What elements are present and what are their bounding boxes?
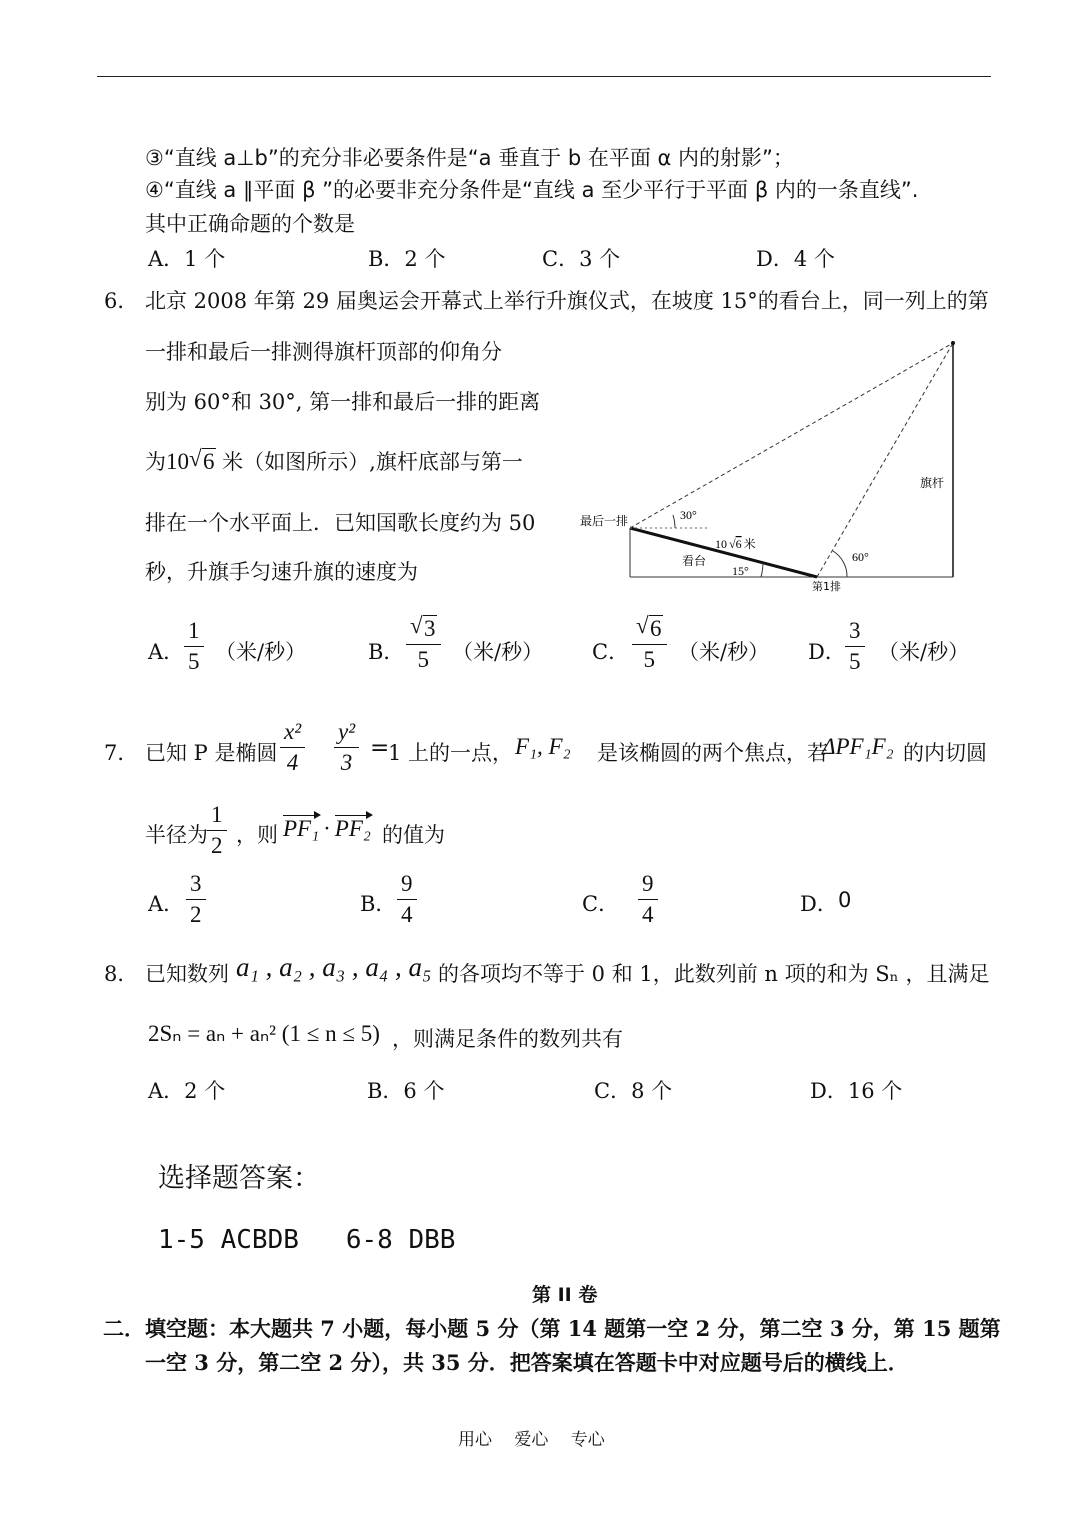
q5-option-b: B．2 个 bbox=[368, 247, 446, 271]
q6-line-4: 为10 √ 6 米（如图所示）,旗杆底部与第一 bbox=[145, 446, 523, 474]
q7-foci: F₁, F₂ bbox=[515, 734, 571, 759]
q6-option-d-letter: D． bbox=[808, 640, 846, 664]
q6-option-d-unit: （米/秒） bbox=[878, 640, 970, 664]
answers-heading: 选择题答案： bbox=[158, 1163, 320, 1194]
q7-option-d-letter: D． bbox=[800, 892, 838, 916]
q5-option-c: C．3 个 bbox=[542, 247, 621, 271]
q5-stem: 其中正确命题的个数是 bbox=[145, 212, 355, 236]
header-rule bbox=[97, 76, 991, 77]
label-first-row: 第1排 bbox=[812, 580, 841, 593]
q8-post: 的各项均不等于 0 和 1，此数列前 n 项的和为 Sₙ ，且满足 bbox=[438, 962, 990, 986]
arc-15 bbox=[761, 563, 763, 577]
q6-option-a-letter: A． bbox=[148, 640, 185, 664]
q6-option-a-frac: $\frac{1}{5}$ bbox=[184, 616, 204, 677]
label-angle-60: 60° bbox=[852, 550, 869, 564]
q6-line-3: 别为 60°和 30°, 第一排和最后一排的距离 bbox=[145, 390, 541, 414]
q7-option-d-value: 0 bbox=[838, 888, 852, 912]
q7-triangle: ΔPF₁F₂ bbox=[822, 734, 894, 759]
vector-pf1: PF₁ bbox=[283, 816, 320, 841]
q6-option-c-letter: C． bbox=[592, 640, 630, 664]
q7-vectors: PF₁ · PF₂ bbox=[283, 816, 371, 841]
q6-option-b-frac: √ 3 5 bbox=[406, 614, 441, 675]
footer-slogan: 用心 爱心 专心 bbox=[458, 1430, 605, 1450]
q6-option-b-letter: B． bbox=[368, 640, 405, 664]
q8-option-b: B．6 个 bbox=[367, 1079, 445, 1103]
q6-option-d-frac: $\frac{3}{5}$ bbox=[845, 616, 865, 677]
flagpole-top bbox=[951, 341, 955, 345]
q7-option-b-frac: $\frac{9}{4}$ bbox=[397, 869, 417, 930]
q6-number: 6． bbox=[104, 289, 139, 313]
q5-item-3: ③“直线 a⊥b”的充分非必要条件是“a 垂直于 b 在平面 α 内的射影”； bbox=[145, 146, 794, 170]
label-angle-15: 15° bbox=[732, 564, 749, 578]
sightline-30 bbox=[630, 343, 953, 528]
q5-item-4: ④“直线 a ∥平面 β ”的必要非充分条件是“直线 a 至少平行于平面 β 内的一条直线”. bbox=[145, 178, 919, 202]
q6-option-b-unit: （米/秒） bbox=[452, 640, 544, 664]
q7-pre: 已知 P 是椭圆 bbox=[145, 741, 278, 765]
label-flagpole: 旗杆 bbox=[920, 476, 945, 490]
q7-equals-glyph: = bbox=[370, 735, 390, 761]
answers-content: 1-5 ACBDB 6-8 DBB bbox=[158, 1225, 456, 1255]
q7-mid: 是该椭圆的两个焦点，若 bbox=[597, 741, 828, 765]
q8-option-d: D．16 个 bbox=[810, 1079, 903, 1103]
part2-title: 第 II 卷 bbox=[532, 1284, 598, 1306]
q8-number: 8． bbox=[104, 962, 139, 986]
q7-option-c-letter: C． bbox=[582, 892, 620, 916]
q6-option-c-frac: √ 6 5 bbox=[632, 614, 667, 675]
q7-frac-y: $\frac{\text{y²}}{3}$ bbox=[334, 717, 359, 778]
q7-number: 7． bbox=[104, 741, 139, 765]
q6-option-a-unit: （米/秒） bbox=[215, 640, 307, 664]
part2-number: 二． bbox=[103, 1316, 145, 1341]
sightline-60 bbox=[817, 343, 953, 577]
q8-cond-post: ，则满足条件的数列共有 bbox=[392, 1027, 623, 1051]
q8-sequence: a₁ , a₂ , a₃ , a₄ , a₅ bbox=[236, 952, 432, 982]
q8-condition: 2Sₙ = aₙ + aₙ² (1 ≤ n ≤ 5) bbox=[148, 1021, 380, 1046]
q7-half-frac: $\frac{1}{2}$ bbox=[207, 800, 227, 861]
label-stand: 看台 bbox=[682, 554, 707, 568]
q6-line-2: 一排和最后一排测得旗杆顶部的仰角分 bbox=[145, 340, 502, 364]
q7-frac-x: $\frac{\text{x²}}{4}$ bbox=[280, 717, 305, 778]
arc-60 bbox=[833, 551, 847, 577]
q7-option-b-letter: B． bbox=[360, 892, 397, 916]
q7-line2-pre: 半径为 bbox=[145, 823, 208, 847]
q7-option-c-frac: $\frac{9}{4}$ bbox=[638, 869, 658, 930]
q8-pre: 已知数列 bbox=[145, 962, 229, 986]
q7-eq-text: 1 上的一点， bbox=[388, 741, 514, 765]
label-last-row: 最后一排 bbox=[580, 514, 629, 528]
q8-option-c: C．8 个 bbox=[594, 1079, 673, 1103]
part2-line-1: 填空题：本大题共 7 小题，每小题 5 分（第 14 题第一空 2 分，第二空 3 分，第 15 题第 bbox=[145, 1316, 1001, 1341]
q5-option-a: A．1 个 bbox=[148, 247, 226, 271]
q7-post: 的内切圆 bbox=[903, 741, 987, 765]
part2-line-2: 一空 3 分，第二空 2 分），共 35 分．把答案填在答题卡中对应题号后的横线上． bbox=[145, 1350, 909, 1375]
label-angle-30: 30° bbox=[680, 508, 697, 522]
stand-slope bbox=[630, 528, 817, 577]
vector-pf2: PF₂ bbox=[334, 816, 371, 841]
q7-option-a-letter: A． bbox=[148, 892, 185, 916]
q6-line-5: 排在一个水平面上．已知国歌长度约为 50 bbox=[145, 511, 536, 535]
q6-line-6: 秒，升旗手匀速升旗的速度为 bbox=[145, 560, 418, 584]
q7-option-a-frac: $\frac{3}{2}$ bbox=[186, 869, 206, 930]
label-distance: 10 √6 米 bbox=[715, 537, 756, 551]
flag-figure bbox=[575, 335, 975, 600]
q7-line2-mid: ，则 bbox=[236, 823, 278, 847]
q6-line-1: 北京 2008 年第 29 届奥运会开幕式上举行升旗仪式，在坡度 15°的看台上，同一列上的第 bbox=[145, 289, 989, 313]
q6-option-c-unit: （米/秒） bbox=[678, 640, 770, 664]
q5-option-d: D．4 个 bbox=[756, 247, 835, 271]
arc-30 bbox=[673, 515, 675, 528]
q8-option-a: A．2 个 bbox=[148, 1079, 226, 1103]
q7-line2-post: 的值为 bbox=[382, 823, 445, 847]
sqrt-symbol: √ 6 bbox=[189, 446, 215, 474]
